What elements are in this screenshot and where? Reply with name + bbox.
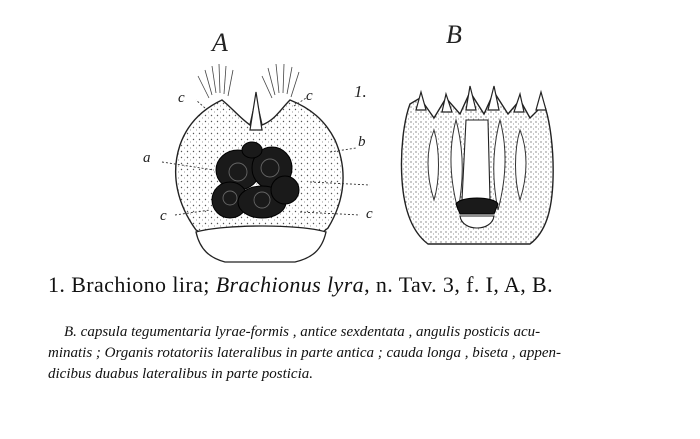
description-line-3: dicibus duabus lateralibus in parte posticia. [48,366,313,382]
caption-reference: , n. Tav. 3, f. I, A, B. [364,272,554,297]
caption-number: 1. [48,272,66,297]
figure-letter-a: A [212,28,228,57]
tail-dark [456,198,498,214]
label-c-lower-right: c [366,206,373,222]
description-line-1: B. capsula tegumentaria lyrae-formis , antice sexdentata , angulis posticis acu- [64,324,541,340]
figure-number-label: 1. [354,82,367,101]
description-line-2: minatis ; Organis rotatoriis lateralibus in parte antica ; cauda longa , biseta , appen- [48,345,562,361]
figure-b [401,86,553,244]
cilia-left [198,64,233,98]
figure-a [162,64,370,262]
label-c-lower-left: c [160,208,167,224]
caption [48,272,688,298]
figure-letter-b: B [446,20,462,49]
caption-name-latin: Brachionus lyra [215,272,365,297]
description [48,322,679,385]
label-a: a [143,150,151,166]
lower-capsule-a [196,226,326,262]
central-spine [250,92,262,130]
label-c-left: c [178,90,185,106]
caption-name-italian: Brachiono lira; [71,272,210,297]
cilia-right [262,64,299,98]
tail [462,120,490,200]
label-c-right: c [306,88,313,104]
label-b: b [358,134,366,150]
